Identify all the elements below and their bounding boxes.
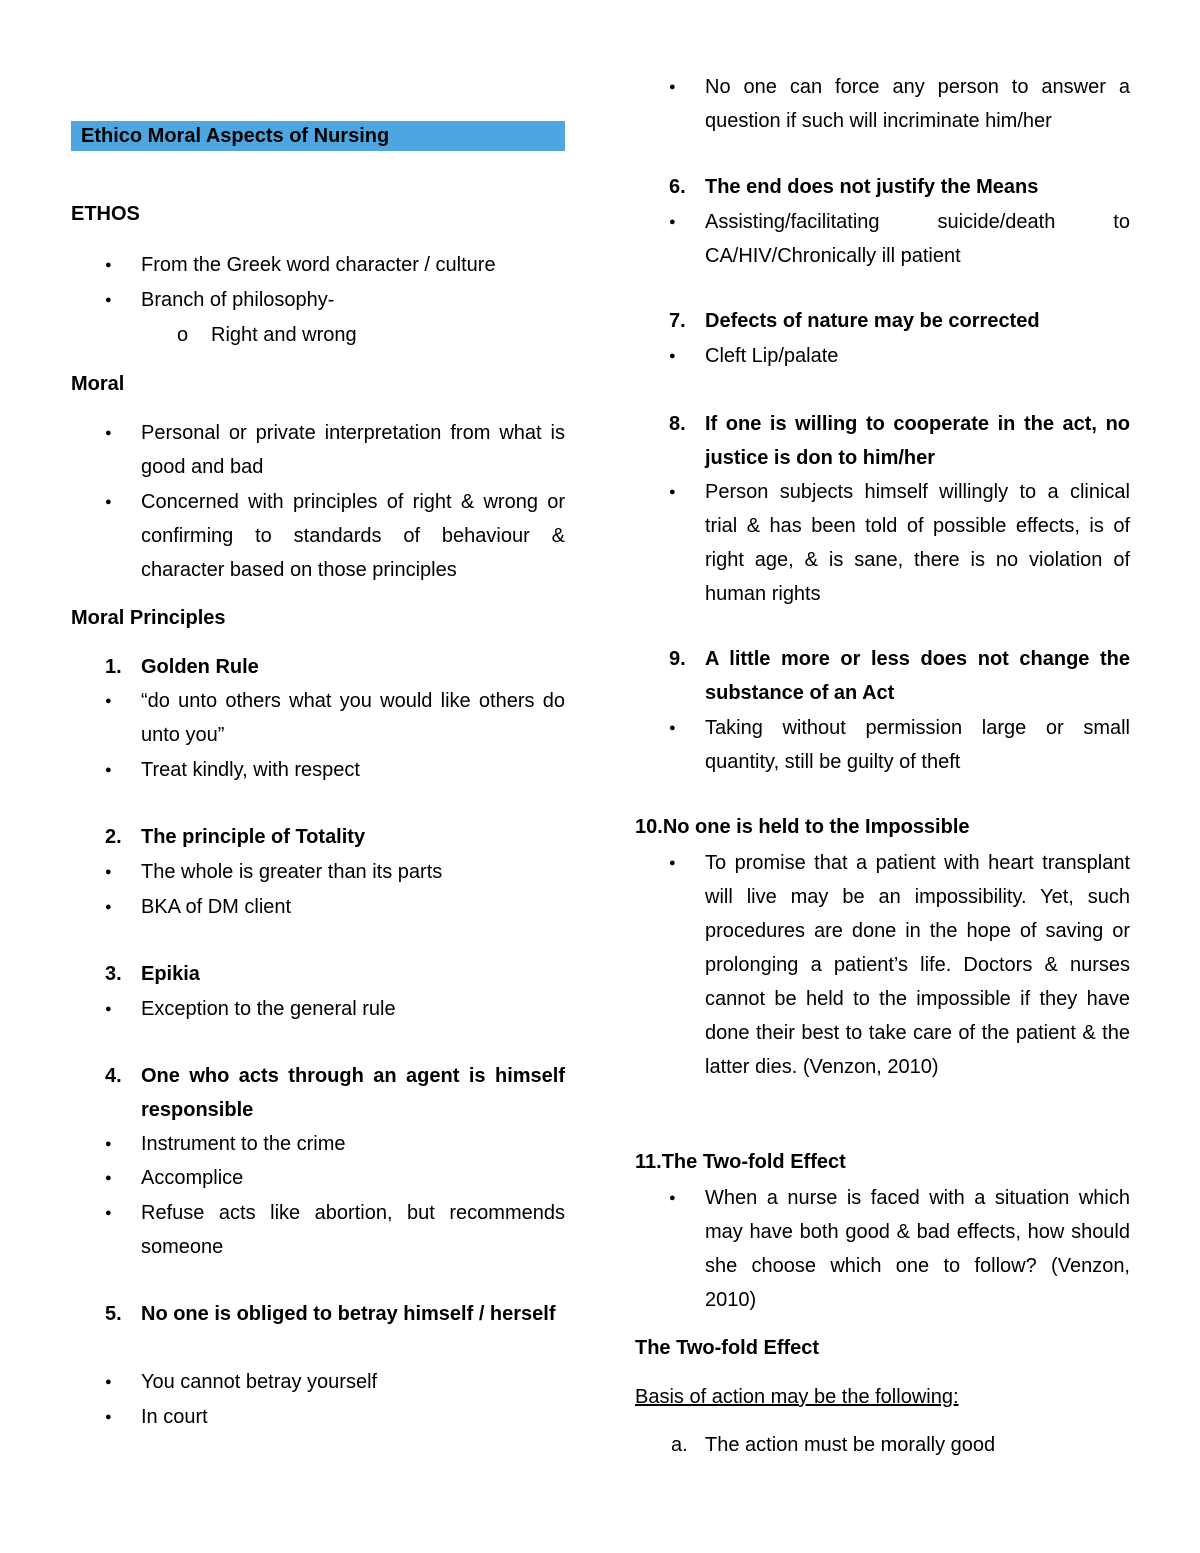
principle-2-title: 2. The principle of Totality (105, 826, 366, 848)
moral-bullet: ● Concerned with principles of right & wrong or confirming to standards of behaviour & character based on those principles (71, 485, 565, 587)
principle-4-bullet: ● Instrument to the crime (71, 1127, 565, 1161)
principle-9-title: 9. A little more or less does not change the substance of an Act (669, 648, 1130, 704)
principle-1-bullet: ● “do unto others what you would like others do unto you” (71, 684, 565, 752)
principle-4-bullet: ● Refuse acts like abortion, but recommends someone (71, 1196, 565, 1264)
document-title: Ethico Moral Aspects of Nursing (71, 121, 565, 151)
principle-5-bullet: ● No one can force any person to answer a question if such will incriminate him/her (635, 70, 1130, 138)
principle-4-title: 4. One who acts through an agent is himself responsible (105, 1065, 565, 1121)
principle-5-title: 5. No one is obliged to betray himself / herself (105, 1303, 556, 1325)
principle-10-title: 10.No one is held to the Impossible (635, 816, 970, 838)
principle-2-bullet: ● BKA of DM client (71, 890, 565, 924)
principle-3-title: 3. Epikia (105, 963, 200, 985)
two-fold-heading: The Two-fold Effect (635, 1337, 820, 1359)
ethos-bullet: ● Branch of philosophy- (71, 283, 565, 317)
moral-principles-heading: Moral Principles (71, 607, 226, 629)
ethos-sub-bullet: o Right and wrong (71, 318, 565, 352)
principle-11-bullet: ● When a nurse is faced with a situation which may have both good & bad effects, how should she choose which one to follow? (Venzon, 2010) (635, 1181, 1130, 1317)
principle-2-bullet: ● The whole is greater than its parts (71, 855, 565, 889)
principle-1-bullet: ● Treat kindly, with respect (71, 753, 565, 787)
principle-9-bullet: ● Taking without permission large or small quantity, still be guilty of theft (635, 711, 1130, 779)
principle-3-bullet: ● Exception to the general rule (71, 992, 565, 1026)
basis-of-action: Basis of action may be the following: (635, 1386, 959, 1408)
principle-8-bullet: ● Person subjects himself willingly to a clinical trial & has been told of possible effects, is of right age, & is sane, there is no violation of human rights (635, 475, 1130, 611)
principle-5-bullet: ● You cannot betray yourself (71, 1365, 565, 1399)
principle-4-bullet: ● Accomplice (71, 1161, 565, 1195)
moral-heading: Moral (71, 373, 125, 395)
basis-item-a: a. The action must be morally good (671, 1434, 996, 1456)
principle-7-title: 7. Defects of nature may be corrected (669, 310, 1040, 332)
principle-11-title: 11.The Two-fold Effect (635, 1151, 846, 1173)
principle-10-bullet: ● To promise that a patient with heart transplant will live may be an impossibility. Yet, such procedures are done in the hope of saving or prolonging a patient’s life. Doctors & nurses cannot be held to the impossible if they have done their best to take care of the patient & the latter dies. (Venzon, 2010) (635, 846, 1130, 1084)
ethos-heading: ETHOS (71, 203, 140, 225)
principle-1-title: 1. Golden Rule (105, 656, 259, 678)
moral-bullet: ● Personal or private interpretation from what is good and bad (71, 416, 565, 484)
principle-8-title: 8. If one is willing to cooperate in the act, no justice is don to him/her (669, 413, 1130, 469)
principle-6-bullet: ● Assisting/facilitating suicide/death to CA/HIV/Chronically ill patient (635, 205, 1130, 273)
principle-5-bullet: ● In court (71, 1400, 565, 1434)
ethos-bullet: ● From the Greek word character / culture (71, 248, 565, 282)
principle-7-bullet: ● Cleft Lip/palate (635, 339, 1130, 373)
principle-6-title: 6. The end does not justify the Means (669, 176, 1039, 198)
